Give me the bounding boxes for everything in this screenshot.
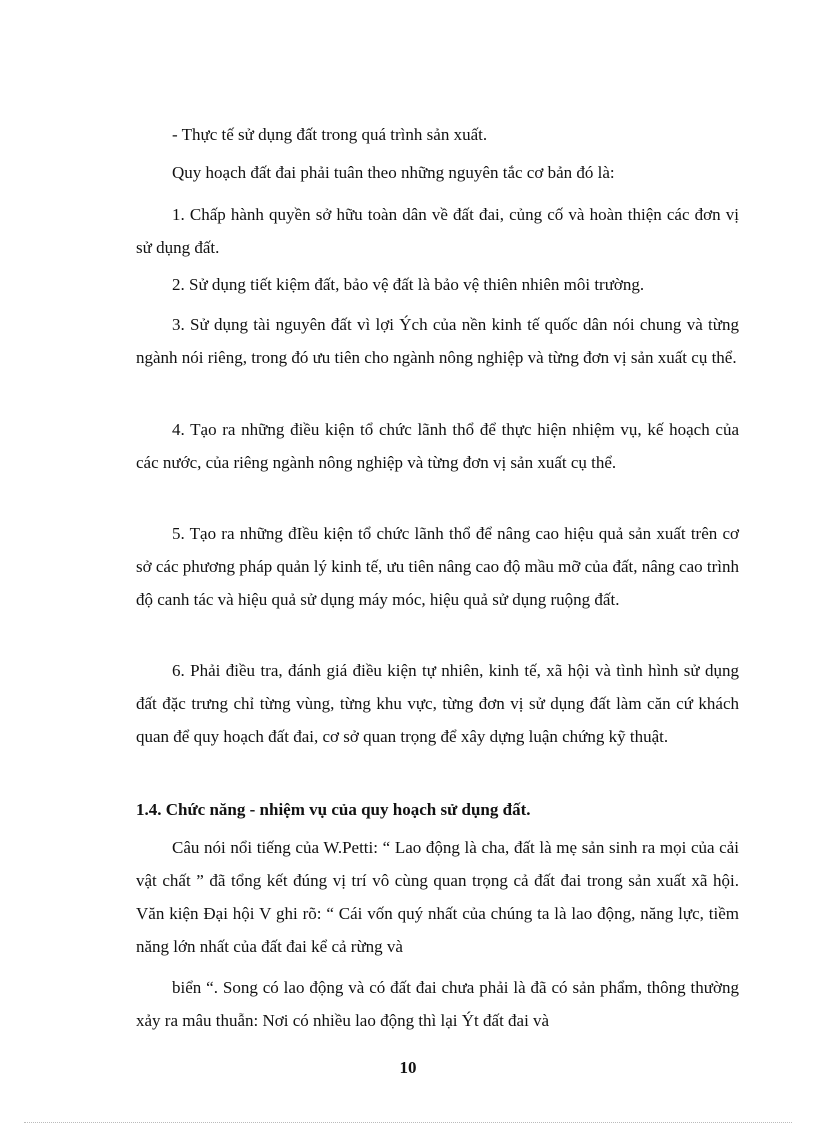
paragraph-reality: - Thực tế sử dụng đất trong quá trình sản xuất. bbox=[172, 125, 488, 144]
paragraph-principle-3: 3. Sử dụng tài nguyên đất vì lợi Ých của nền kinh tế quốc dân nói chung và từng ngành nói riêng, trong đó ưu tiên cho ngành nông nghiệp và từng đơn vị sản xuất cụ thể. bbox=[136, 315, 739, 367]
paragraph-principle-4: 4. Tạo ra những điều kiện tổ chức lãnh thổ để thực hiện nhiệm vụ, kế hoạch của các nước, của riêng ngành nông nghiệp và từng đơn vị sản xuất cụ thể. bbox=[136, 420, 739, 472]
paragraph-labor-land: biển “. Song có lao động và có đất đai chưa phải là đã có sản phẩm, thông thường xảy ra mâu thuẫn: Nơi có nhiều lao động thì lại Ýt đất đai và bbox=[136, 978, 739, 1030]
paragraph-principle-6: 6. Phải điều tra, đánh giá điều kiện tự nhiên, kinh tế, xã hội và tình hình sử dụng đất đặc trưng chỉ từng vùng, từng khu vực, từng đơn vị sử dụng đất làm căn cứ khách quan để quy hoạch đất đai, cơ sở quan trọng để xây dựng luận chứng kỹ thuật. bbox=[136, 661, 739, 746]
paragraph-principles-intro: Quy hoạch đất đai phải tuân theo những nguyên tắc cơ bản đó là: bbox=[172, 163, 615, 182]
paragraph-principle-1: 1. Chấp hành quyền sở hữu toàn dân về đất đai, củng cố và hoàn thiện các đơn vị sử dụng đất. bbox=[136, 205, 739, 257]
paragraph-petti-quote: Câu nói nổi tiếng của W.Petti: “ Lao động là cha, đất là mẹ sản sinh ra mọi của cải vật chất ” đã tổng kết đúng vị trí vô cùng quan trọng cả đất đai trong sản xuất xã hội. Văn kiện Đại hội V ghi rõ: “ Cái vốn quý nhất của chúng ta là lao động, năng lực, tiềm năng lớn nhất của đất đai kể cả rừng và bbox=[136, 838, 739, 956]
section-heading: 1.4. Chức năng - nhiệm vụ của quy hoạch sử dụng đất. bbox=[136, 800, 531, 819]
paragraph-principle-2: 2. Sử dụng tiết kiệm đất, bảo vệ đất là bảo vệ thiên nhiên môi trường. bbox=[172, 275, 645, 294]
page-number: 10 bbox=[399, 1058, 417, 1077]
paragraph-principle-5: 5. Tạo ra những đIều kiện tổ chức lãnh thổ để nâng cao hiệu quả sản xuất trên cơ sở các phương pháp quản lý kinh tế, ưu tiên nâng cao độ mầu mỡ của đất, nâng cao trình độ canh tác và hiệu quả sử dụng máy móc, hiệu quả sử dụng ruộng đất. bbox=[136, 524, 739, 609]
